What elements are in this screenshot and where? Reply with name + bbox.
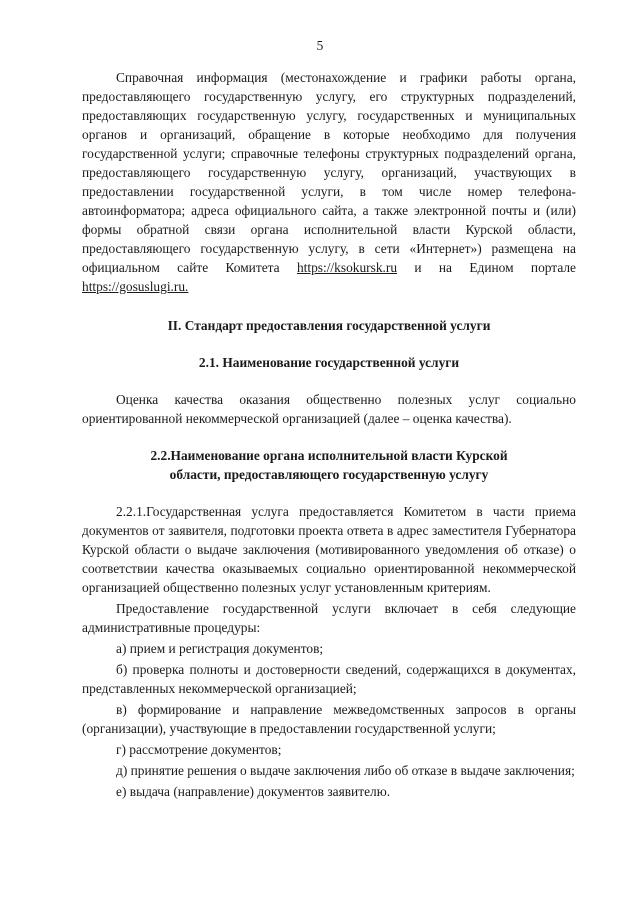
subsection-2-2-title-line2: области, предоставляющего государственную услугу (169, 467, 489, 482)
intro-text-middle: и на Едином портале (397, 260, 577, 275)
subsection-2-1-text: Оценка качества оказания общественно полезных услуг социально ориентированной некоммерческой организацией (далее – оценка качества). (82, 392, 576, 426)
procedure-item-v: в) формирование и направление межведомственных запросов в органы (организации), участвующие в предоставлении государственной услуги; (82, 702, 576, 736)
gosuslugi-link[interactable]: https://gosuslugi.ru. (82, 279, 189, 294)
section-2-title: II. Стандарт предоставления государственной услуги (167, 318, 491, 333)
procedure-item-g: г) рассмотрение документов; (116, 742, 282, 757)
subsection-2-1-title: 2.1. Наименование государственной услуги (198, 355, 460, 370)
subsection-2-2-title-line1: 2.2.Наименование органа исполнительной власти Курской (150, 448, 508, 463)
subsection-2-2-title (82, 446, 576, 484)
intro-text-before: Справочная информация (местонахождение и графики работы органа, предоставляющего государственную услугу, его структурных подразделений, предоставляющих государственную услугу, государственных и муниципальных органов и организаций, обращение в которые необходимо для получения государственной услуги; справочные телефоны структурных подразделений органа, предоставляющего государственную услугу, организаций, участвующих в предоставлении государственной услуги, в том числе номер телефона-автоинформатора; адреса официального сайта, а также электронной почты и (или) формы обратной связи органа исполнительной власти Курской области, предоставляющего государственную услугу, в сети «Интернет») размещена на официальном сайте Комитета (82, 70, 576, 275)
procedure-item-e: е) выдача (направление) документов заявителю. (116, 784, 391, 799)
page-number: 5 (316, 38, 324, 53)
procedure-item-a: а) прием и регистрация документов; (116, 641, 324, 656)
procedure-item-d: д) принятие решения о выдаче заключения либо об отказе в выдаче заключения; (116, 763, 575, 778)
committee-site-link[interactable]: https://ksokursk.ru (296, 260, 398, 275)
procedure-item-b: б) проверка полноты и достоверности сведений, содержащихся в документах, представленных некоммерческой организацией; (82, 662, 576, 696)
document-body (82, 68, 576, 801)
intro-paragraph (82, 68, 576, 296)
procedures-intro: Предоставление государственной услуги включает в себя следующие административные процедуры: (82, 601, 576, 635)
paragraph-2-2-1: 2.2.1.Государственная услуга предоставляется Комитетом в части приема документов от заявителя, подготовки проекта ответа в адрес заместителя Губернатора Курской области о выдаче заключения (мотивированного уведомления об отказе) о соответствии качества оказываемых социально ориентированной некоммерческой организацией общественно полезных услуг установленным критериям. (82, 504, 576, 595)
